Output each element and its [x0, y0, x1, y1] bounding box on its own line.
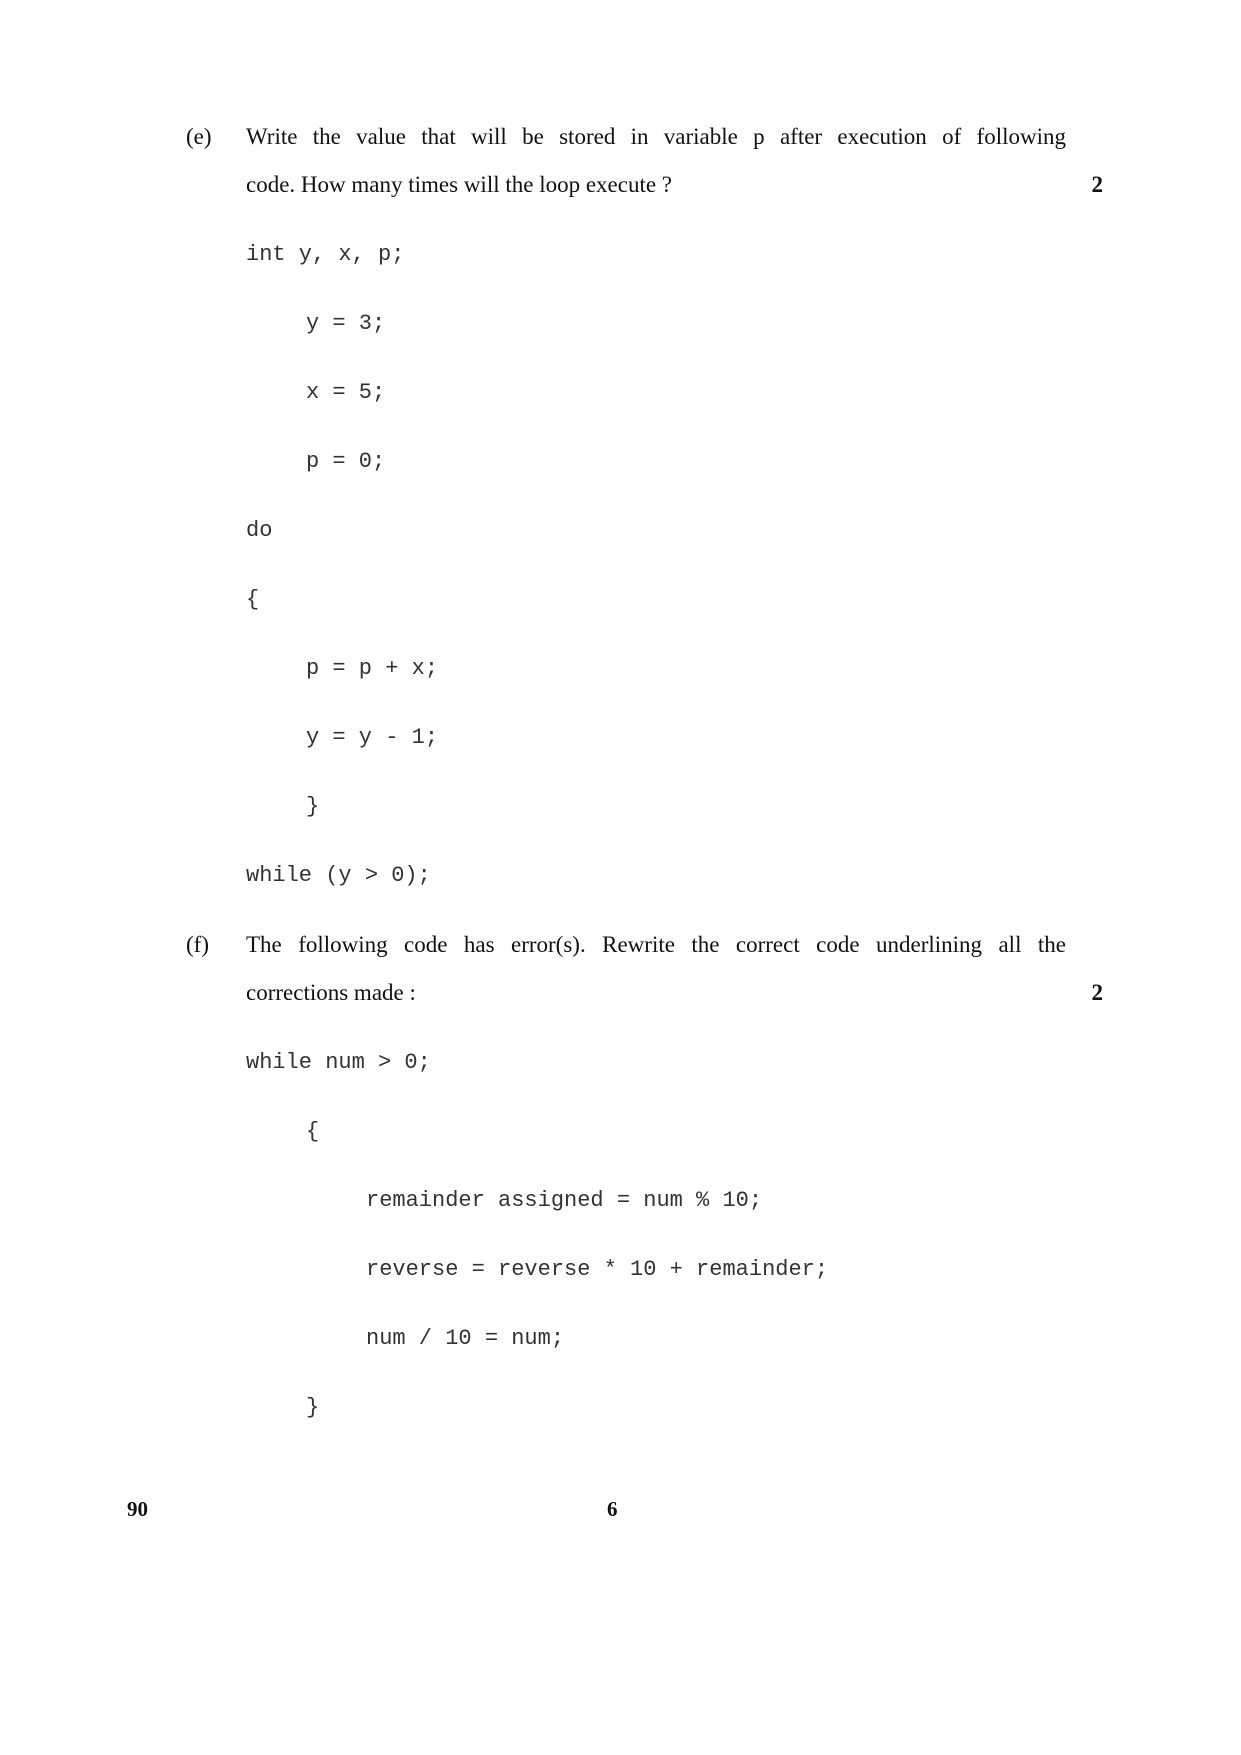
- question-f-marks: 2: [1091, 980, 1103, 1005]
- code-line: {: [306, 1119, 320, 1144]
- code-line: do: [246, 518, 273, 543]
- code-line: {: [246, 587, 260, 612]
- question-f-text-line2: corrections made :: [246, 980, 416, 1005]
- code-line: p = 0;: [306, 449, 386, 474]
- code-line: reverse = reverse * 10 + remainder;: [366, 1257, 829, 1282]
- code-line: int y, x, p;: [246, 242, 405, 267]
- question-e-marks: 2: [1091, 172, 1103, 197]
- question-e-text-line2: code. How many times will the loop execute ?: [246, 172, 673, 197]
- code-line: }: [306, 794, 320, 819]
- page-number: 6: [607, 1497, 618, 1521]
- question-f-label: (f): [186, 932, 209, 957]
- code-line: y = y - 1;: [306, 725, 439, 750]
- code-line: y = 3;: [306, 311, 386, 336]
- code-line: num / 10 = num;: [366, 1326, 565, 1351]
- question-e-label: (e): [186, 124, 212, 149]
- code-line: remainder assigned = num % 10;: [366, 1188, 763, 1213]
- question-f-text-line1: The following code has error(s). Rewrite the correct code underlining all the: [246, 932, 1066, 957]
- code-line: while (y > 0);: [246, 863, 431, 888]
- paper-code: 90: [127, 1497, 148, 1521]
- code-line: while num > 0;: [246, 1050, 431, 1075]
- code-line: x = 5;: [306, 380, 386, 405]
- code-line: }: [306, 1395, 320, 1420]
- question-e-text-line1: Write the value that will be stored in variable p after execution of following: [246, 124, 1066, 149]
- code-line: p = p + x;: [306, 656, 439, 681]
